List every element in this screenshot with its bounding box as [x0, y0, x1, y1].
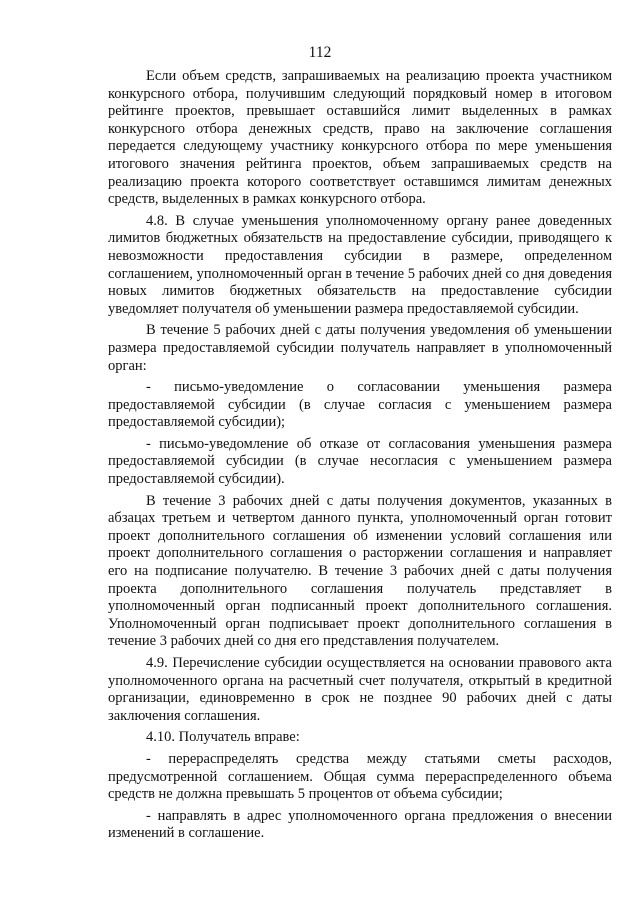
list-item-propose-changes: - направлять в адрес уполномоченного органа предложения о внесении изменений в соглашение.	[108, 807, 612, 842]
paragraph-4-8: 4.8. В случае уменьшения уполномоченному органу ранее доведенных лимитов бюджетных обязательств на предоставление субсидии, приводящего к невозможности предоставления субсидии в размере, определенном соглашением, уполномоченный орган в течение 5 рабочих дней со дня доведения новых лимитов бюджетных обязательств на предоставление субсидии уведомляет получателя об уменьшении размера предоставляемой субсидии.	[108, 212, 612, 317]
list-item-refusal-letter: - письмо-уведомление об отказе от согласования уменьшения размера предоставляемой субсидии (в случае несогласия с уменьшением размера предоставляемой субсидии).	[108, 435, 612, 488]
document-body	[108, 68, 612, 843]
paragraph-additional-agreement: В течение 3 рабочих дней с даты получения документов, указанных в абзацах третьем и четвертом данного пункта, уполномоченный орган готовит проект дополнительного соглашения об изменении условий соглашения или проект дополнительного соглашения о расторжении соглашения и направляет его на подписание получателю. В течение 3 рабочих дней с даты получения проекта дополнительного соглашения получатель представляет в уполномоченный орган подписанный проект дополнительного соглашения. Уполномоченный орган подписывает проект дополнительного соглашения в течение 3 рабочих дней со дня его представления получателем.	[108, 492, 612, 650]
list-item-consent-letter: - письмо-уведомление о согласовании уменьшения размера предоставляемой субсидии (в случае согласия с уменьшением размера предоставляемой субсидии);	[108, 379, 612, 431]
paragraph-4-10: 4.10. Получатель вправе:	[146, 729, 300, 746]
paragraph-notification-response: В течение 5 рабочих дней с даты получения уведомления об уменьшении размера предоставляемой субсидии получатель направляет в уполномоченный орган:	[108, 322, 612, 374]
page-number: 112	[308, 44, 332, 61]
paragraph-leftover-funds: Если объем средств, запрашиваемых на реализацию проекта участником конкурсного отбора, получившим следующий порядковый номер в итоговом рейтинге проектов, превышает оставшийся лимит выделенных в рамках конкурсного отбора денежных средств, право на заключение соглашения передается следующему участнику конкурсного отбора по мере уменьшения итогового значения рейтинга проектов, объем запрашиваемых средств на реализацию проекта которого соответствует оставшимся лимитам денежных средств, выделенных в рамках конкурсного отбора.	[108, 68, 612, 208]
list-item-redistribute-funds: - перераспределять средства между статьями сметы расходов, предусмотренной соглашением. Общая сумма перераспределенного объема средств не должна превышать 5 процентов от объема субсидии;	[108, 750, 612, 803]
paragraph-4-9: 4.9. Перечисление субсидии осуществляется на основании правового акта уполномоченного органа на расчетный счет получателя, открытый в кредитной организации, единовременно в срок не позднее 90 рабочих дней с даты заключения соглашения.	[108, 655, 612, 724]
